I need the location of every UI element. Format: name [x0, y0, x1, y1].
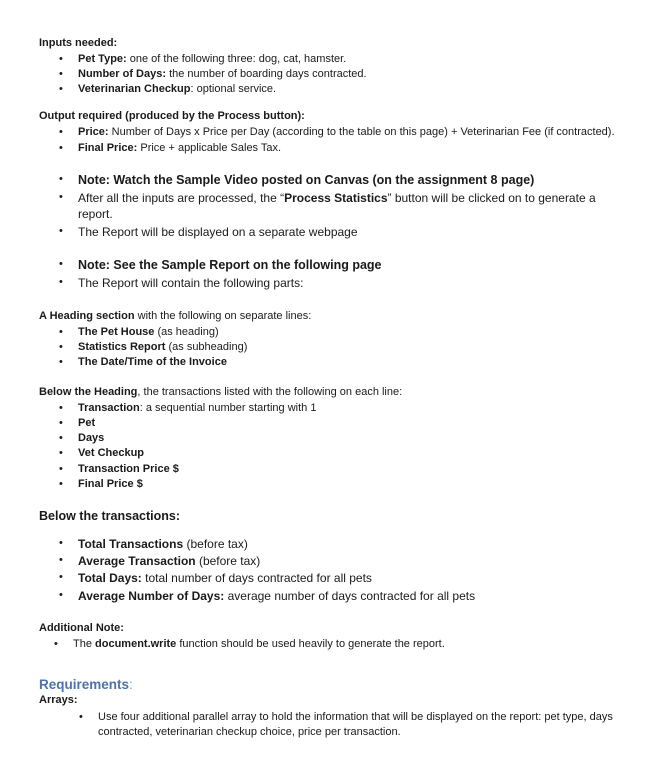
transactions-heading: Below the Heading, the transactions listed with the following on each line: [39, 386, 403, 398]
list-item: • Pet [59, 417, 96, 429]
note-sample-report: • Note: See the Sample Report on the following page [59, 258, 382, 272]
list-item: • Final Price: Price + applicable Sales Tax. [59, 142, 282, 154]
list-item: • Transaction: a sequential number starting with 1 [59, 402, 317, 414]
list-item: • Average Transaction (before tax) [59, 554, 261, 568]
note-after-processing-cont: report. [78, 207, 113, 221]
note-report-contain: • The Report will contain the following parts: [59, 276, 304, 290]
list-item: • Average Number of Days: average number of days contracted for all pets [59, 589, 476, 603]
list-item: • Total Transactions (before tax) [59, 537, 248, 551]
note-video: • Note: Watch the Sample Video posted on Canvas (on the assignment 8 page) [59, 173, 535, 187]
requirements-heading: Requirements: [39, 677, 133, 692]
list-item-cont: contracted, veterinarian checkup choice, price per transaction. [98, 726, 401, 738]
arrays-heading: Arrays: [39, 694, 78, 706]
output-heading: Output required (produced by the Process button): [39, 110, 305, 122]
note-after-processing: • After all the inputs are processed, the “Process Statistics” button will be clicked on to generate a [59, 191, 596, 205]
inputs-heading: Inputs needed: [39, 37, 118, 49]
list-item: • Transaction Price $ [59, 463, 179, 475]
list-item: • Number of Days: the number of boarding days contracted. [59, 68, 367, 80]
heading-section-heading: A Heading section with the following on separate lines: [39, 310, 312, 322]
list-item: • Total Days: total number of days contracted for all pets [59, 571, 372, 585]
below-heading: Below the transactions: [39, 509, 180, 523]
list-item: • Veterinarian Checkup: optional service. [59, 83, 277, 95]
note-separate-page: • The Report will be displayed on a separate webpage [59, 225, 358, 239]
list-item: • Price: Number of Days x Price per Day (according to the table on this page) + Veterinarian Fee (if contracted). [59, 126, 615, 138]
list-item: • Final Price $ [59, 478, 143, 490]
list-item: • Vet Checkup [59, 447, 145, 459]
list-item: • Days [59, 432, 105, 444]
list-item: • The Date/Time of the Invoice [59, 356, 227, 368]
list-item: • Statistics Report (as subheading) [59, 341, 248, 353]
list-item: • The document.write function should be used heavily to generate the report. [54, 638, 445, 650]
additional-heading: Additional Note: [39, 622, 124, 634]
list-item: • Pet Type: one of the following three: dog, cat, hamster. [59, 53, 347, 65]
list-item: • Use four additional parallel array to hold the information that will be displayed on the report: pet type, days [79, 711, 613, 723]
list-item: • The Pet House (as heading) [59, 326, 219, 338]
